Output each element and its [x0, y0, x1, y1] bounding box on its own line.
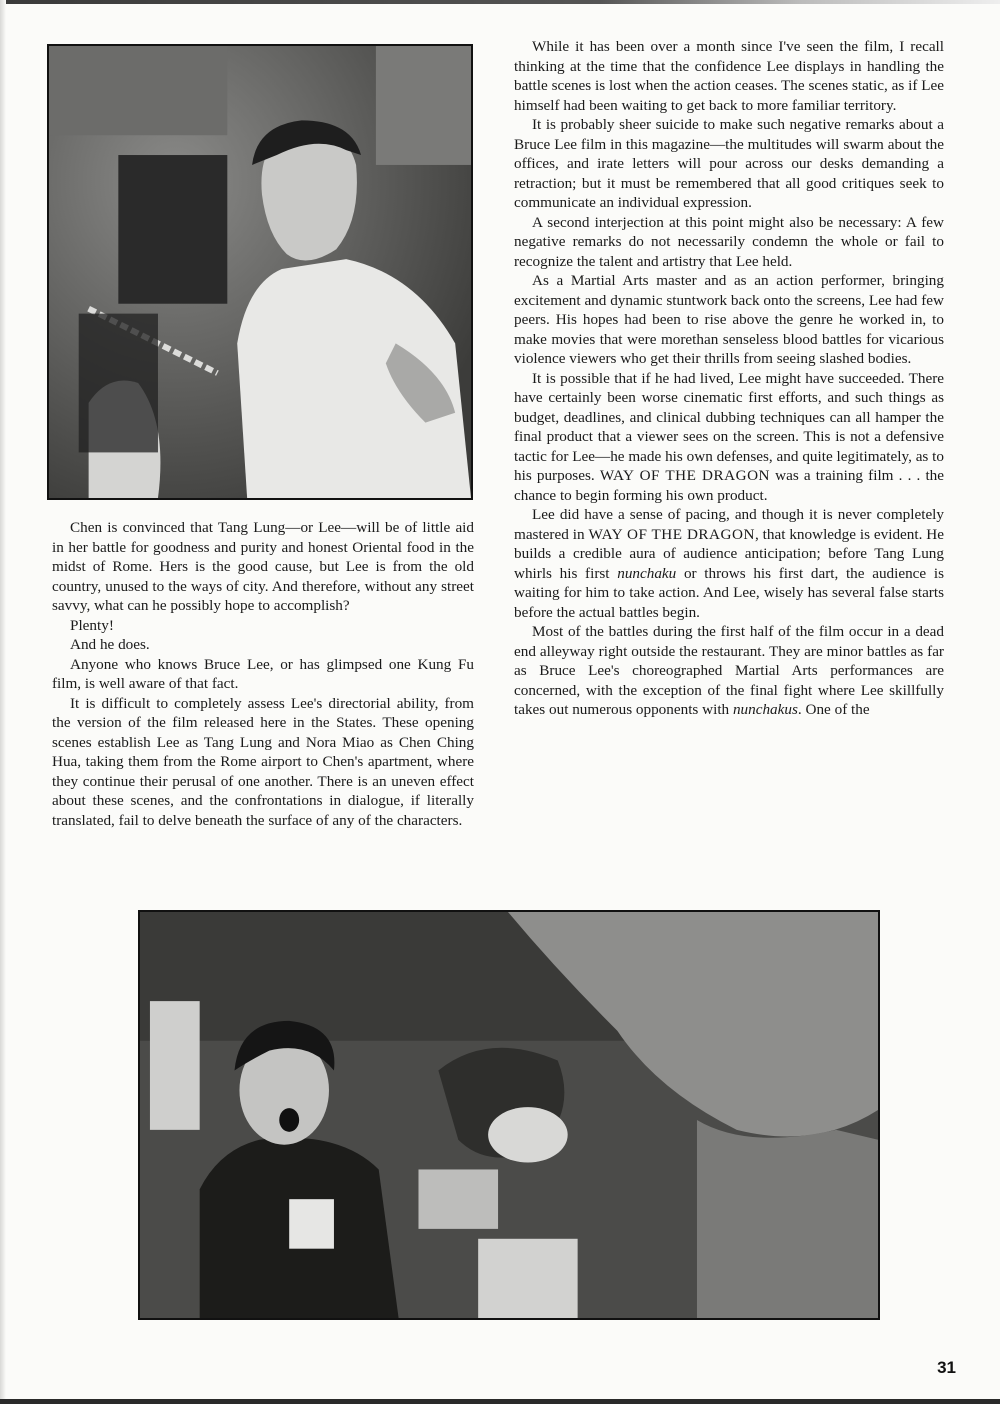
- film-title: WAY OF THE DRAGON: [599, 467, 770, 484]
- paragraph: As a Martial Arts master and as an action performer, bringing excitement and dynamic stuntwork back onto the screens, Lee had few peers. His hopes had been to rise above the genre he worked in, to make movies that were morethan senseless blood battles for vicarious violence viewers who get their thrills from seeing slashed bodies.: [514, 272, 944, 367]
- paragraph: Lee did have a sense of pacing, and though it is never completely mastered in WAY OF THE DRAGON, that knowledge is evident. He builds a credible aura of audience anticipation; before Tang Lung whirls his first nunchaku or throws his first dart, the audience is waiting for him to take action. And Lee, wisely has several false starts before the actual battles begin.: [514, 506, 945, 621]
- page-top-edge: [0, 0, 1000, 4]
- page-number: 31: [937, 1358, 956, 1377]
- article-column-left: [52, 518, 474, 830]
- paragraph: It is possible that if he had lived, Lee might have succeeded. There have certainly been worse cinematic first efforts, and such things as budget, deadlines, and clinical dubbing techniques can all hamper the final product that a viewer sees on the screen. This is not a defensive tactic for Lee—he made his own defenses, and quite legitimately, as to his purposes. WAY OF THE DRAGON was a training film . . . the chance to begin forming his own product.: [514, 369, 944, 504]
- paragraph: And he does.: [70, 636, 150, 653]
- paragraph: Chen is convinced that Tang Lung—or Lee—will be of little aid in her battle for goodness and purity and honest Oriental food in the midst of Rome. Hers is the good cause, but Lee is from the old country, unused to the ways of city. And therefore, without any street savvy, what can he possibly hope to accomplish?: [52, 519, 474, 614]
- paragraph: It is difficult to completely assess Lee's directorial ability, from the version of the film released here in the States. These opening scenes establish Lee as Tang Lung and Nora Miao as Chen Ching Hua, taking them from the Rome airport to Chen's apartment, where they continue their perusal of one another. There is an uneven effect about these scenes, and the confrontations in dialogue, if literally translated, fail to delve beneath the surface of any of the characters.: [52, 694, 474, 829]
- photo-bruce-lee-nunchaku: [47, 44, 473, 500]
- italic-term: nunchakus: [732, 701, 798, 718]
- italic-term: nunchaku: [617, 564, 677, 582]
- photo-image: [49, 46, 471, 498]
- paragraph: A second interjection at this point might also be necessary: A few negative remarks do not necessarily condemn the whole or fail to recognize the talent and artistry that Lee held.: [514, 213, 944, 270]
- page-bottom-edge: [0, 1399, 1000, 1404]
- article-column-right: [514, 37, 944, 720]
- paragraph: Plenty!: [70, 616, 114, 634]
- paragraph: While it has been over a month since I've seen the film, I recall thinking at the time that the confidence Lee displays in handling the battle scenes is lost when the action ceases. The scenes static, as if Lee himself had been waiting to get back to more familiar territory.: [514, 38, 944, 114]
- film-title: WAY OF THE DRAGON: [588, 525, 755, 543]
- photo-bruce-lee-fight-scene: [138, 910, 880, 1320]
- paragraph: It is probably sheer suicide to make such negative remarks about a Bruce Lee film in this magazine—the multitudes will swarm about the offices, and irate letters will pour across our desks demanding a retraction; but it must be remembered that all good critiques seek to communicate an individual expression.: [514, 116, 944, 211]
- paragraph: Most of the battles during the first half of the film occur in a dead end alleyway right outside the restaurant. They are minor battles as far as Bruce Lee's choreographed Martial Arts performances are concerned, with the exception of the final fight where Lee skillfully takes out numerous opponents with nunchakus. One of the: [514, 623, 944, 718]
- photo-image: [140, 912, 878, 1318]
- page-left-edge: [0, 0, 6, 1404]
- paragraph: Anyone who knows Bruce Lee, or has glimpsed one Kung Fu film, is well aware of that fact.: [52, 655, 474, 692]
